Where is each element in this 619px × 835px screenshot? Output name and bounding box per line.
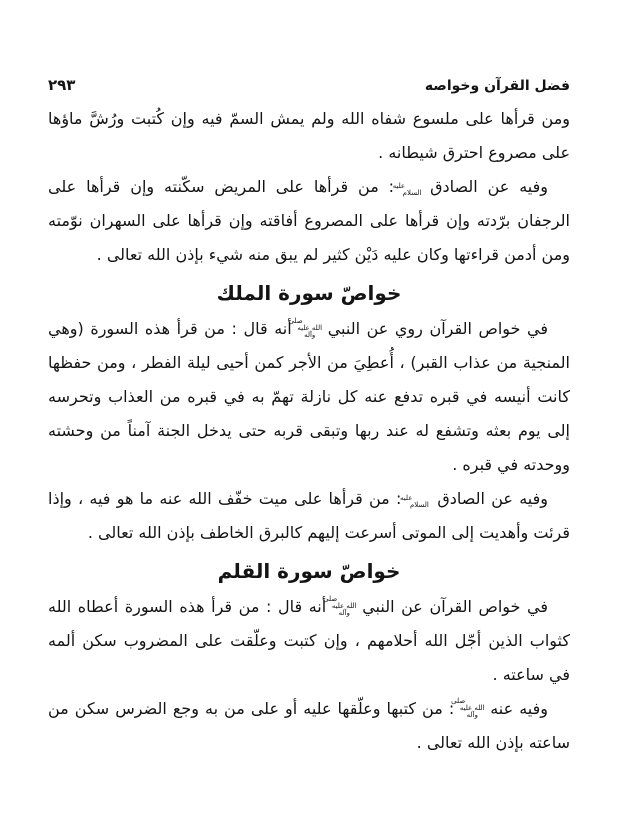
- paragraph-text: في خواص القرآن روي عن النبي: [327, 319, 549, 338]
- paragraph-text: وفيه عن الصادق: [430, 177, 548, 196]
- paragraph-prophet-qalam: [48, 590, 570, 692]
- paragraph-text: : من قرأها على ميت خفّف الله عنه ما هو فيه ، وإذا قرئت وأهديت إلى الموتى أسرعت إليهم كالبرق الخاطف بإذن الله تعالى .: [48, 489, 570, 542]
- paragraph-sting-cure: [48, 102, 570, 170]
- paragraph-toothache: [48, 692, 570, 760]
- paragraph-text: وفيه عنه: [490, 699, 548, 718]
- paragraph-text: أنه قال : من قرأ هذه السورة (وهي المنجية من عذاب القبر) ، أُعطِيَ من الأجر كمن أحيى ليلة الفطر ، ومن حفظها كانت أنيسه في قبره تدفع عنه كل نازلة تهمّ به في قبره من العذاب وتحرسه إلى يوم بعثه وتشفع له عند ربها وتبقى قربه حتى يدخل الجنة آمناً من وحشته ووحدته في قبره .: [48, 319, 570, 474]
- paragraph-sadiq-dead: [48, 482, 570, 550]
- alayhis-salam-mark: عليه السلام: [400, 494, 429, 509]
- heading-surah-qalam: خواصّ سورة القلم: [217, 559, 401, 583]
- page-number: ٢٩٣: [48, 76, 76, 94]
- paragraph-text: أنه قال : من قرأ هذه السورة أعطاه الله كثواب الذين أجّل الله أحلامهم ، وإن كتبت وعلّقت على المضروب سكن ألمه في ساعته .: [48, 597, 570, 684]
- paragraph-sadiq-sick: [48, 170, 570, 272]
- paragraph-text: ومن قرأها على ملسوع شفاه الله ولم يمش السمّ فيه وإن كُتبت ورُشَّ ماؤها على مصروع احترق شيطانه .: [48, 109, 570, 162]
- alayhis-salam-mark: عليه السلام: [392, 182, 422, 197]
- page-body: [48, 102, 570, 760]
- paragraph-prophet-mulk: [48, 312, 570, 482]
- salawat-mark: صلى الله عليه وآله: [288, 317, 323, 339]
- paragraph-text: : من قرأها على المريض سكّنته وإن قرأها على الرجفان برّدته وإن قرأها على المصروع أفاقته وإن قرأها على السهران نوّمته ومن أدمن قراءتها وكان عليه دَيْن كثير لم يبق منه شيء بإذن الله تعالى .: [48, 177, 570, 264]
- salawat-mark: صلى الله عليه وآله: [451, 697, 485, 719]
- paragraph-text: : من كتبها وعلّقها عليه أو على من به وجع الضرس سكن من ساعته بإذن الله تعالى .: [48, 699, 570, 752]
- heading-surah-mulk: خواصّ سورة الملك: [216, 281, 402, 305]
- paragraph-text: في خواص القرآن عن النبي: [362, 597, 549, 616]
- page-header: [48, 76, 570, 98]
- salawat-mark: صلى الله عليه وآله: [323, 595, 357, 617]
- paragraph-text: وفيه عن الصادق: [437, 489, 548, 508]
- running-head: فضل القرآن وخواصه: [424, 78, 570, 94]
